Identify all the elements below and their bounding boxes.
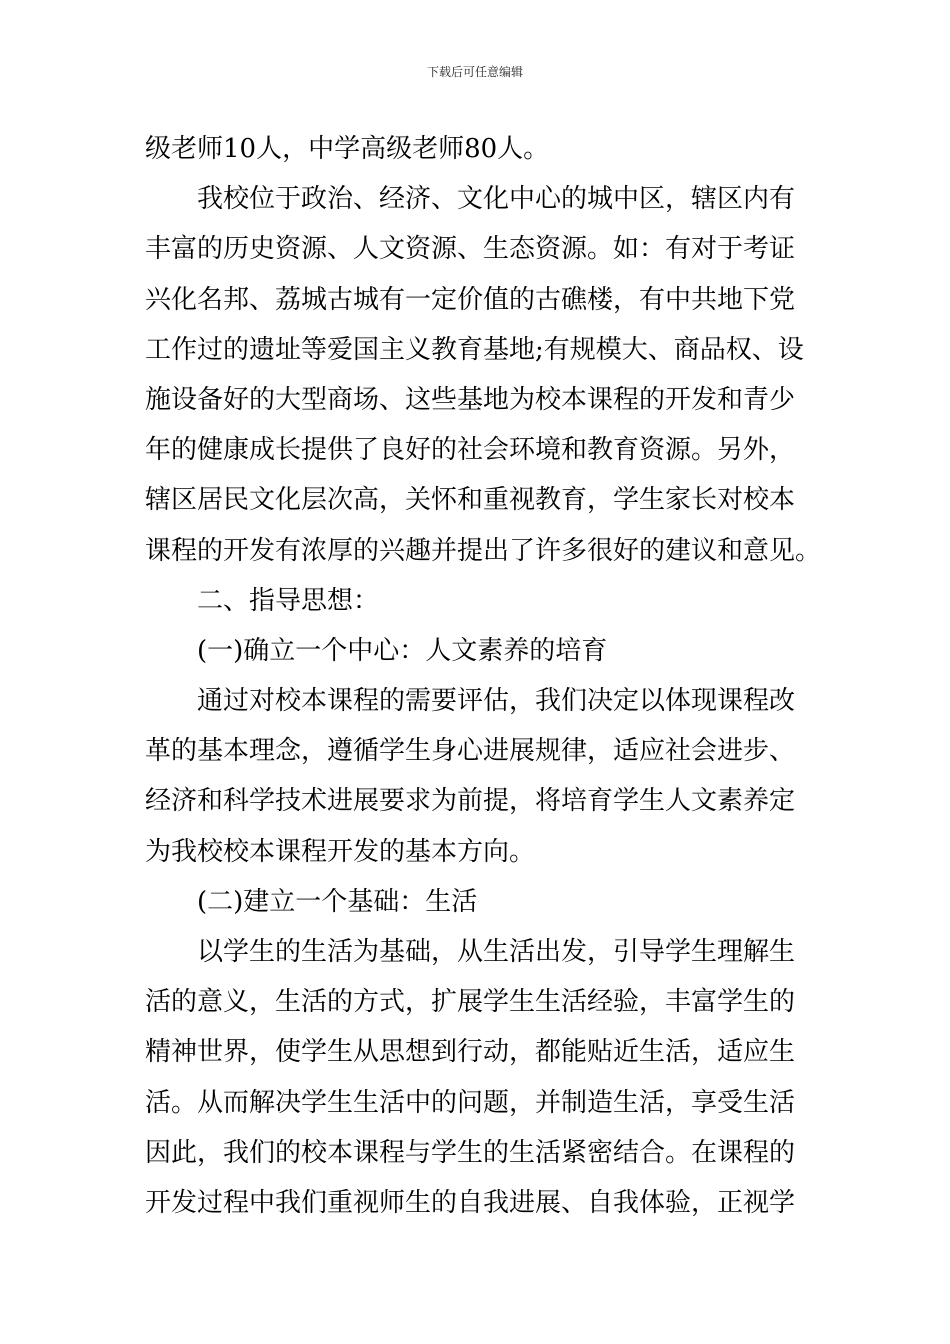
text-line: 因此，我们的校本课程与学生的生活紧密结合。在课程的 (145, 1137, 796, 1168)
text-line: 为我校校本课程开发的基本方向。 (145, 836, 536, 867)
subsection-heading: (二)建立一个基础：生活 (197, 886, 478, 917)
subsection-heading: (一)确立一个中心：人文素养的培育 (197, 635, 608, 666)
page-header: 下载后可任意编辑 (426, 65, 523, 79)
paragraph-start-line: 通过对校本课程的需要评估，我们决定以体现课程改 (197, 686, 796, 717)
paragraph-start-line: 以学生的生活为基础，从生活出发，引导学生理解生 (197, 937, 796, 967)
text-line: 工作过的遗址等爱国主义教育基地;有规模大、商品权、设 (145, 334, 804, 365)
text-line: 丰富的历史资源、人文资源、生态资源。如：有对于考证 (145, 234, 796, 265)
text-line: 课程的开发有浓厚的兴趣并提出了许多很好的建议和意见。 (145, 535, 822, 566)
text-line: 开发过程中我们重视师生的自我进展、自我体验，正视学 (145, 1187, 796, 1218)
text-line: 经济和科学技术进展要求为前提，将培育学生人文素养定 (145, 786, 796, 817)
text-line: 革的基本理念，遵循学生身心进展规律，适应社会进步、 (145, 736, 796, 767)
text-line: 活。从而解决学生生活中的问题，并制造生活，享受生活 (145, 1087, 796, 1118)
document-body (145, 124, 822, 1228)
text-line: 施设备好的大型商场、这些基地为校本课程的开发和青少 (145, 384, 796, 415)
text-line: 级老师10人，中学高级老师80人。 (145, 134, 550, 164)
text-line: 精神世界，使学生从思想到行动，都能贴近生活，适应生 (145, 1037, 796, 1068)
paragraph-start-line: 我校位于政治、经济、文化中心的城中区，辖区内有 (197, 184, 796, 215)
text-line: 兴化名邦、荔城古城有一定价值的古礁楼，有中共地下党 (145, 284, 796, 315)
text-line: 活的意义，生活的方式，扩展学生生活经验，丰富学生的 (145, 987, 796, 1018)
section-heading: 二、指导思想： (197, 585, 380, 616)
text-line: 年的健康成长提供了良好的社会环境和教育资源。另外， (145, 435, 796, 466)
text-line: 辖区居民文化层次高，关怀和重视教育，学生家长对校本 (145, 485, 796, 516)
